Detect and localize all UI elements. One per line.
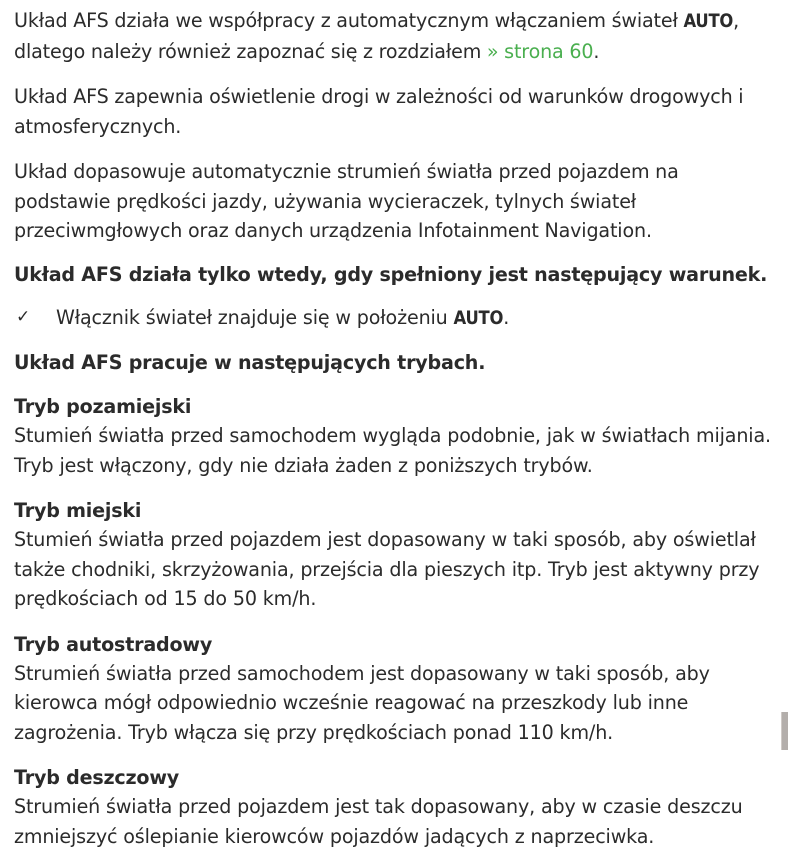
mode-title: Tryb autostradowy: [14, 632, 213, 656]
auto-switch-label: AUTO: [683, 11, 734, 32]
mode-block-motorway: [14, 632, 775, 748]
mode-title: Tryb deszczowy: [14, 766, 180, 789]
list-item-text-part: .: [503, 306, 510, 329]
mode-description: Stumień światła przed pojazdem jest dopasowany w taki sposób, aby oświetlał także chodniki, skrzyżowania, przejścia dla pieszych itp. Tryb jest aktywny przy prędkościach od 15 do 50 km/h.: [14, 528, 760, 610]
paragraph-text-part: Układ AFS działa we współpracy z automatycznym włączaniem świateł: [14, 9, 684, 32]
page-edge-thumb-index-marker: [781, 712, 788, 750]
mode-description: Strumień światła przed samochodem jest dopasowany w taki sposób, aby kierowca mógł odpowiednio wcześnie reagować na przeszkody lub inne zagrożenia. Tryb włącza się przy prędkościach ponad 110 km/h.: [14, 661, 710, 744]
paragraph-text-part: , dlatego należy również zapoznać się z rozdziałem: [14, 9, 740, 63]
paragraph-afs-adaptation-inputs: Układ dopasowuje automatycznie strumień światła przed pojazdem na podstawie prędkości jazdy, używania wycieraczek, tylnych świateł przeciwmgłowych oraz danych urządzenia Infotainment Navigation.: [14, 160, 679, 242]
paragraph-afs-road-lighting: Układ AFS zapewnia oświetlenie drogi w zależności od warunków drogowych i atmosferycznych.: [14, 85, 744, 138]
mode-title: Tryb pozamiejski: [14, 395, 192, 418]
mode-block-city: [14, 498, 775, 614]
mode-description: Strumień światła przed pojazdem jest tak dopasowany, aby w czasie deszczu zmniejszyć oślepianie kierowców pojazdów jadących z naprzeciwka.: [14, 795, 743, 848]
mode-description: Stumień światła przed samochodem wygląda podobnie, jak w światłach mijania. Tryb jest włączony, gdy nie działa żaden z poniższych trybów.: [14, 424, 771, 477]
cross-reference-link-page-60[interactable]: » strona 60: [486, 39, 594, 63]
auto-switch-label: AUTO: [453, 308, 504, 329]
list-item: [14, 303, 775, 334]
mode-block-rain: [14, 765, 775, 851]
mode-title: Tryb miejski: [14, 499, 142, 522]
heading-afs-modes: Układ AFS pracuje w następujących trybach.: [14, 350, 486, 374]
check-icon: ✓: [16, 307, 31, 327]
condition-checklist: [14, 303, 775, 334]
paragraph-text-part: .: [593, 39, 600, 63]
heading-afs-condition: Układ AFS działa tylko wtedy, gdy spełniony jest następujący warunek.: [14, 262, 768, 286]
mode-block-country: [14, 394, 775, 480]
paragraph-afs-auto-cooperation: [14, 6, 775, 66]
list-item-text-part: Włącznik świateł znajduje się w położeniu: [56, 306, 454, 329]
